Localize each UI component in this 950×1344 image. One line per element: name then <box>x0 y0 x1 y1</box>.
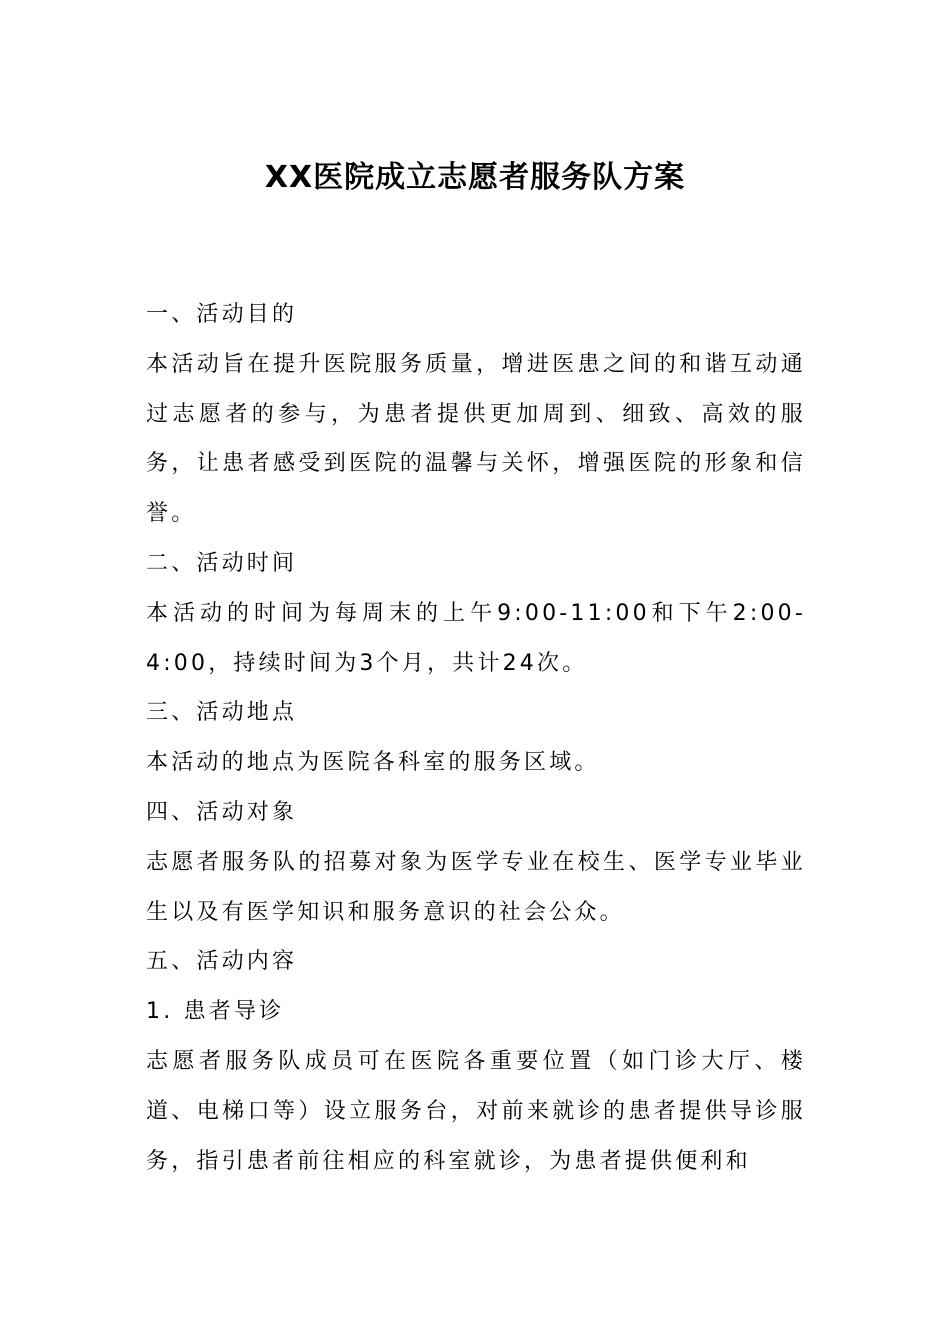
subsection-heading-guidance: 1. 患者导诊 <box>146 999 285 1025</box>
document-title: XX医院成立志愿者服务队方案 <box>264 160 686 195</box>
paragraph-target: 志愿者服务队的招募对象为医学专业在校生、医学专业毕业生以及有医学知识和服务意识的社会公众。 <box>146 849 806 925</box>
document-body <box>146 290 806 1186</box>
paragraph-guidance: 志愿者服务队成员可在医院各重要位置（如门诊大厅、楼道、电梯口等）设立服务台，对前来就诊的患者提供导诊服务，指引患者前往相应的科室就诊，为患者提供便利和 <box>146 1048 806 1174</box>
paragraph-location: 本活动的地点为医院各科室的服务区域。 <box>146 750 600 776</box>
section-heading-location: 三、活动地点 <box>146 700 298 726</box>
section-heading-target: 四、活动对象 <box>146 799 298 825</box>
section-heading-time: 二、活动时间 <box>146 550 298 576</box>
section-heading-purpose: 一、活动目的 <box>146 302 298 327</box>
paragraph-purpose: 本活动旨在提升医院服务质量，增进医患之间的和谐互动通过志愿者的参与，为患者提供更加周到、细致、高效的服务，让患者感受到医院的温馨与关怀，增强医院的形象和信誉。 <box>146 351 806 527</box>
section-heading-content: 五、活动内容 <box>146 949 298 975</box>
paragraph-time: 本活动的时间为每周末的上午9:00-11:00和下午2:00-4:00，持续时间为3个月，共计24次。 <box>146 600 806 676</box>
